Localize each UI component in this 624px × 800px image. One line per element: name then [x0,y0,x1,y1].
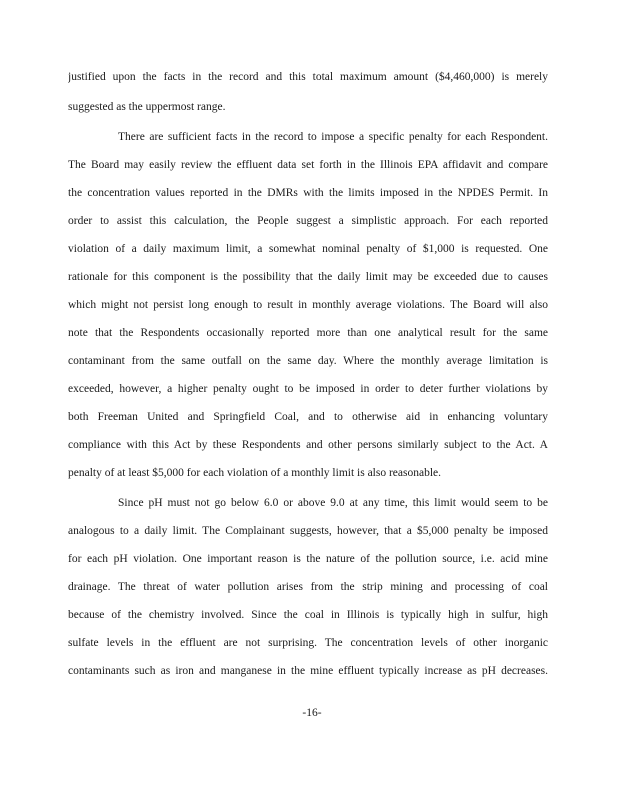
text-line: sulfate levels in the effluent are not surprising. The concentration levels of other inorganic [68,637,548,649]
text-line: There are sufficient facts in the record to impose a specific penalty for each Respondent. [118,131,548,143]
text-line: the concentration values reported in the DMRs with the limits imposed in the NPDES Permit. In [68,187,548,199]
text-line: justified upon the facts in the record and this total maximum amount ($4,460,000) is merely [68,71,548,83]
text-line: violation of a daily maximum limit, a somewhat nominal penalty of $1,000 is requested. One [68,243,548,255]
text-line: drainage. The threat of water pollution arises from the strip mining and processing of coal [68,581,548,593]
text-line: analogous to a daily limit. The Complainant suggests, however, that a $5,000 penalty be imposed [68,525,548,537]
text-line: exceeded, however, a higher penalty ought to be imposed in order to deter further violations by [68,383,548,395]
text-line: compliance with this Act by these Respondents and other persons similarly subject to the Act. A [68,439,548,451]
text-line: order to assist this calculation, the People suggest a simplistic approach. For each reported [68,215,548,227]
text-line: both Freeman United and Springfield Coal, and to otherwise aid in enhancing voluntary [68,411,548,423]
text-line: because of the chemistry involved. Since the coal in Illinois is typically high in sulfur, high [68,609,548,621]
text-line: The Board may easily review the effluent data set forth in the Illinois EPA affidavit and compare [68,159,548,171]
page-number: -16- [302,707,322,719]
text-line: suggested as the uppermost range. [68,101,226,113]
text-line: note that the Respondents occasionally reported more than one analytical result for the same [68,327,548,339]
text-line: which might not persist long enough to result in monthly average violations. The Board will also [68,299,548,311]
text-line: rationale for this component is the possibility that the daily limit may be exceeded due to causes [68,271,548,283]
text-line: contaminant from the same outfall on the same day. Where the monthly average limitation is [68,355,548,367]
text-line: for each pH violation. One important reason is the nature of the pollution source, i.e. acid mine [68,553,548,565]
text-line: contaminants such as iron and manganese in the mine effluent typically increase as pH decreases. [68,665,548,677]
text-line: Since pH must not go below 6.0 or above 9.0 at any time, this limit would seem to be [118,497,548,509]
text-line: penalty of at least $5,000 for each violation of a monthly limit is also reasonable. [68,467,442,479]
